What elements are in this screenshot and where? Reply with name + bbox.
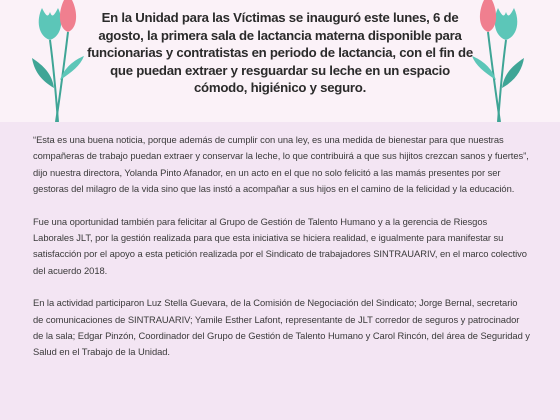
tulip-flowers-icon (468, 0, 528, 122)
article-body (33, 132, 530, 377)
headline: En la Unidad para las Víctimas se inauguró este lunes, 6 de agosto, la primera sala de lactancia materna disponible para funcionarias y contratistas en periodo de lactancia, con el fin de que puedan extraer y resguardar su leche en un espacio cómodo, higiénico y seguro. (87, 10, 473, 96)
article-paragraph: Fue una oportunidad también para felicitar al Grupo de Gestión de Talento Humano y a la gerencia de Riesgos Laborales JLT, por la gestión realizada para que esta iniciativa se hiciera realidad, e igualmente para manifestar su satisfacción por el apoyo a esta petición realizada por el Sindicato de trabajadores SINTRAUARIV, en el marco colectivo del acuerdo 2018. (33, 215, 527, 276)
article-paragraph: “Esta es una buena noticia, porque además de cumplir con una ley, es una medida de bienestar para que nuestras compañeras de trabajo puedan extraer y conservar la leche, lo que contribuirá a que sus hijitos crezcan sanos y fuertes”, dijo nuestra directora, Yolanda Pinto Afanador, en un acto en el que no solo felicitó a las mamás presentes por ser gestoras del milagro de la vida sino que las instó a acompañar a sus hijos en el camino de la felicidad y la educación. (33, 134, 529, 195)
tulip-flowers-icon (28, 0, 88, 122)
article-paragraph: En la actividad participaron Luz Stella Guevara, de la Comisión de Negociación del Sindicato; Jorge Bernal, secretario de comunicaciones de SINTRAUARIV; Yamile Esther Lafont, representante de JLT corredor de seguros y patrocinador de la sala; Edgar Pinzón, Coordinador del Grupo de Gestión de Talento Humano y Carol Rincón, del área de Seguridad y Salud en el Trabajo de la Unidad. (33, 297, 530, 358)
header-banner (0, 0, 560, 122)
